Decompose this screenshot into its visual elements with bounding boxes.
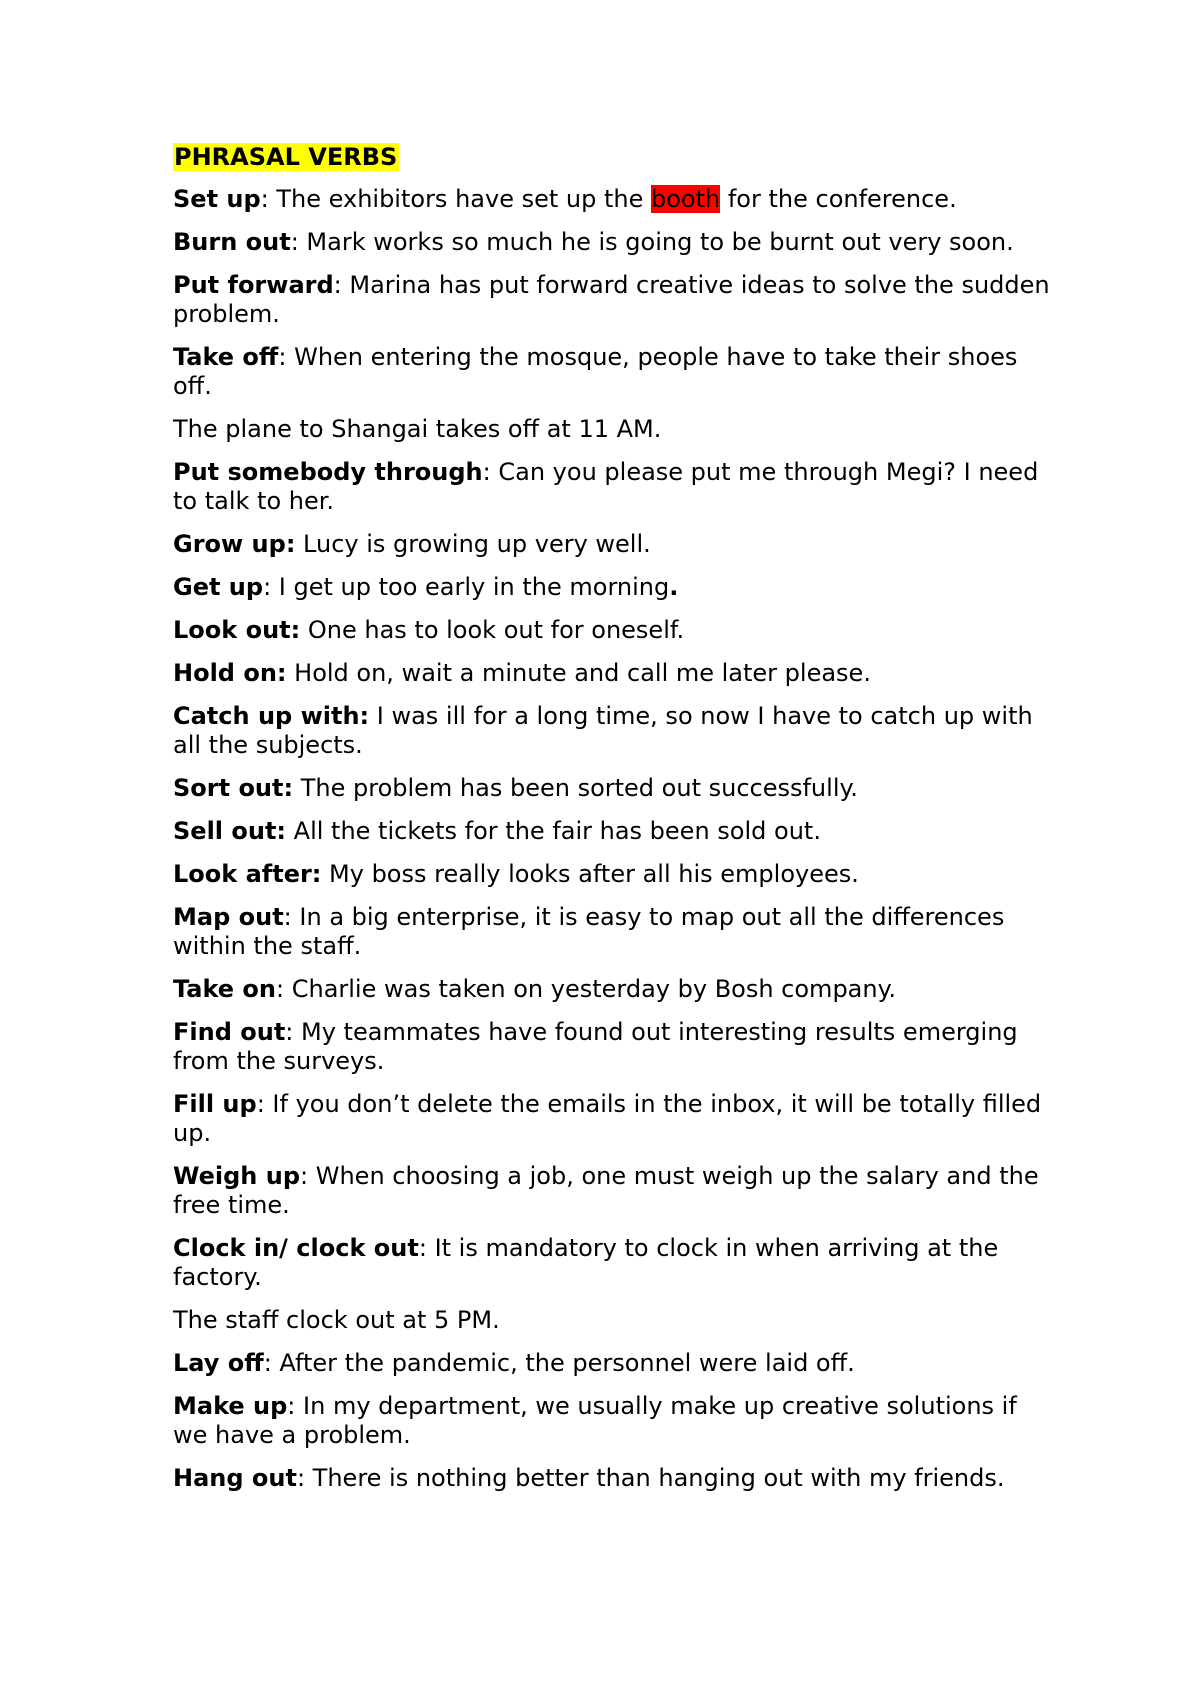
entry-text: In a big enterprise, it is easy to map out all the differences within the staff. [173,903,1005,960]
highlighted-word: booth [650,185,721,213]
entry-separator: : [276,975,285,1003]
entry-text: One has to look out for oneself. [300,616,685,644]
entry-text: If you don’t delete the emails in the inbox, it will be totally filled up. [173,1090,1042,1147]
entry-text: There is nothing better than hanging out with my friends. [305,1464,1005,1492]
entry-put-somebody-through [173,458,1053,516]
entry-look-after [173,860,1053,889]
document-body [173,142,1053,1507]
entry-text: I was ill for a long time, so now I have to catch up with all the subjects. [173,702,1033,759]
entry-grow-up [173,530,1053,559]
entry-text: My teammates have found out interesting results emerging from the surveys. [173,1018,1018,1075]
entry-take-on [173,975,1053,1004]
entry-term: Put somebody through [173,458,483,486]
entry-weigh-up [173,1162,1053,1220]
entry-term: Grow up: [173,530,296,558]
entry-text: The staff clock out at 5 PM. [173,1306,500,1334]
entry-term: Fill up [173,1090,257,1118]
entry-separator: : [418,1234,427,1262]
entry-text: Hold on, wait a minute and call me later please. [286,659,871,687]
entry-separator: : [263,1349,272,1377]
document-title: PHRASAL VERBS [174,143,398,171]
entry-term: Sell out: [173,817,287,845]
entry-text: The exhibitors have set up the [268,185,651,213]
entry-term: Map out [173,903,284,931]
entry-term: Take on [173,975,276,1003]
entry-get-up [173,573,1053,602]
entry-term: Lay off [173,1349,264,1377]
entry-text: Mark works so much he is going to be burnt out very soon. [298,228,1014,256]
entry-text: When entering the mosque, people have to take their shoes off. [173,343,1018,400]
entry-term: Look out: [173,616,301,644]
entry-text: Can you please put me through Megi? I need to talk to her. [173,458,1039,515]
entry-text: The problem has been sorted out successfully. [293,774,858,802]
entry-separator: : [278,343,287,371]
entry-look-out [173,616,1053,645]
entry-text: Marina has put forward creative ideas to solve the sudden problem. [173,271,1050,328]
entry-term: Burn out [173,228,291,256]
entry-term: Clock in/ clock out [173,1234,419,1262]
entry-text: Charlie was taken on yesterday by Bosh company. [284,975,896,1003]
entry-term: Look after: [173,860,322,888]
phrasal-verb-list [173,185,1053,1493]
entry-text: I get up too early in the morning [271,573,670,601]
entry-text: After the pandemic, the personnel were laid off. [271,1349,855,1377]
entry-clock-out-example [173,1306,1053,1335]
entry-term: Set up [173,185,261,213]
entry-text: When choosing a job, one must weigh up the salary and the free time. [173,1162,1039,1219]
entry-term: Put forward [173,271,334,299]
entry-separator: : [290,228,299,256]
entry-lay-off [173,1349,1053,1378]
entry-text: The plane to Shangai takes off at 11 AM. [173,415,662,443]
entry-separator: : [300,1162,309,1190]
entry-sell-out [173,817,1053,846]
entry-burn-out [173,228,1053,257]
entry-term: Make up [173,1392,288,1420]
entry-set-up [173,185,1053,214]
entry-text-end: for the conference. [720,185,957,213]
entry-text: It is mandatory to clock in when arriving at the factory. [173,1234,999,1291]
entry-sort-out [173,774,1053,803]
entry-term: Hold on: [173,659,287,687]
entry-put-forward [173,271,1053,329]
entry-text: Lucy is growing up very well. [295,530,651,558]
entry-clock-in-clock-out [173,1234,1053,1292]
entry-end-punctuation: . [669,573,679,601]
entry-separator: : [256,1090,265,1118]
entry-term: Find out [173,1018,286,1046]
entry-separator: : [263,573,272,601]
entry-take-off-example [173,415,1053,444]
entry-separator: : [287,1392,296,1420]
entry-take-off [173,343,1053,401]
entry-hang-out [173,1464,1053,1493]
entry-term: Take off [173,343,279,371]
entry-separator: : [296,1464,306,1492]
entry-find-out [173,1018,1053,1076]
entry-text: My boss really looks after all his employees. [321,860,859,888]
entry-term: Hang out [173,1464,297,1492]
entry-catch-up-with [173,702,1053,760]
entry-text: In my department, we usually make up creative solutions if we have a problem. [173,1392,1017,1449]
entry-hold-on [173,659,1053,688]
entry-separator: : [482,458,491,486]
entry-text: All the tickets for the fair has been sold out. [286,817,821,845]
entry-separator: : [285,1018,294,1046]
entry-separator: : [333,271,342,299]
entry-term: Get up [173,573,264,601]
entry-term: Weigh up [173,1162,301,1190]
entry-map-out [173,903,1053,961]
entry-fill-up [173,1090,1053,1148]
entry-separator: : [260,185,269,213]
entry-separator: : [283,903,292,931]
entry-term: Sort out: [173,774,294,802]
entry-make-up [173,1392,1053,1450]
entry-term: Catch up with: [173,702,370,730]
